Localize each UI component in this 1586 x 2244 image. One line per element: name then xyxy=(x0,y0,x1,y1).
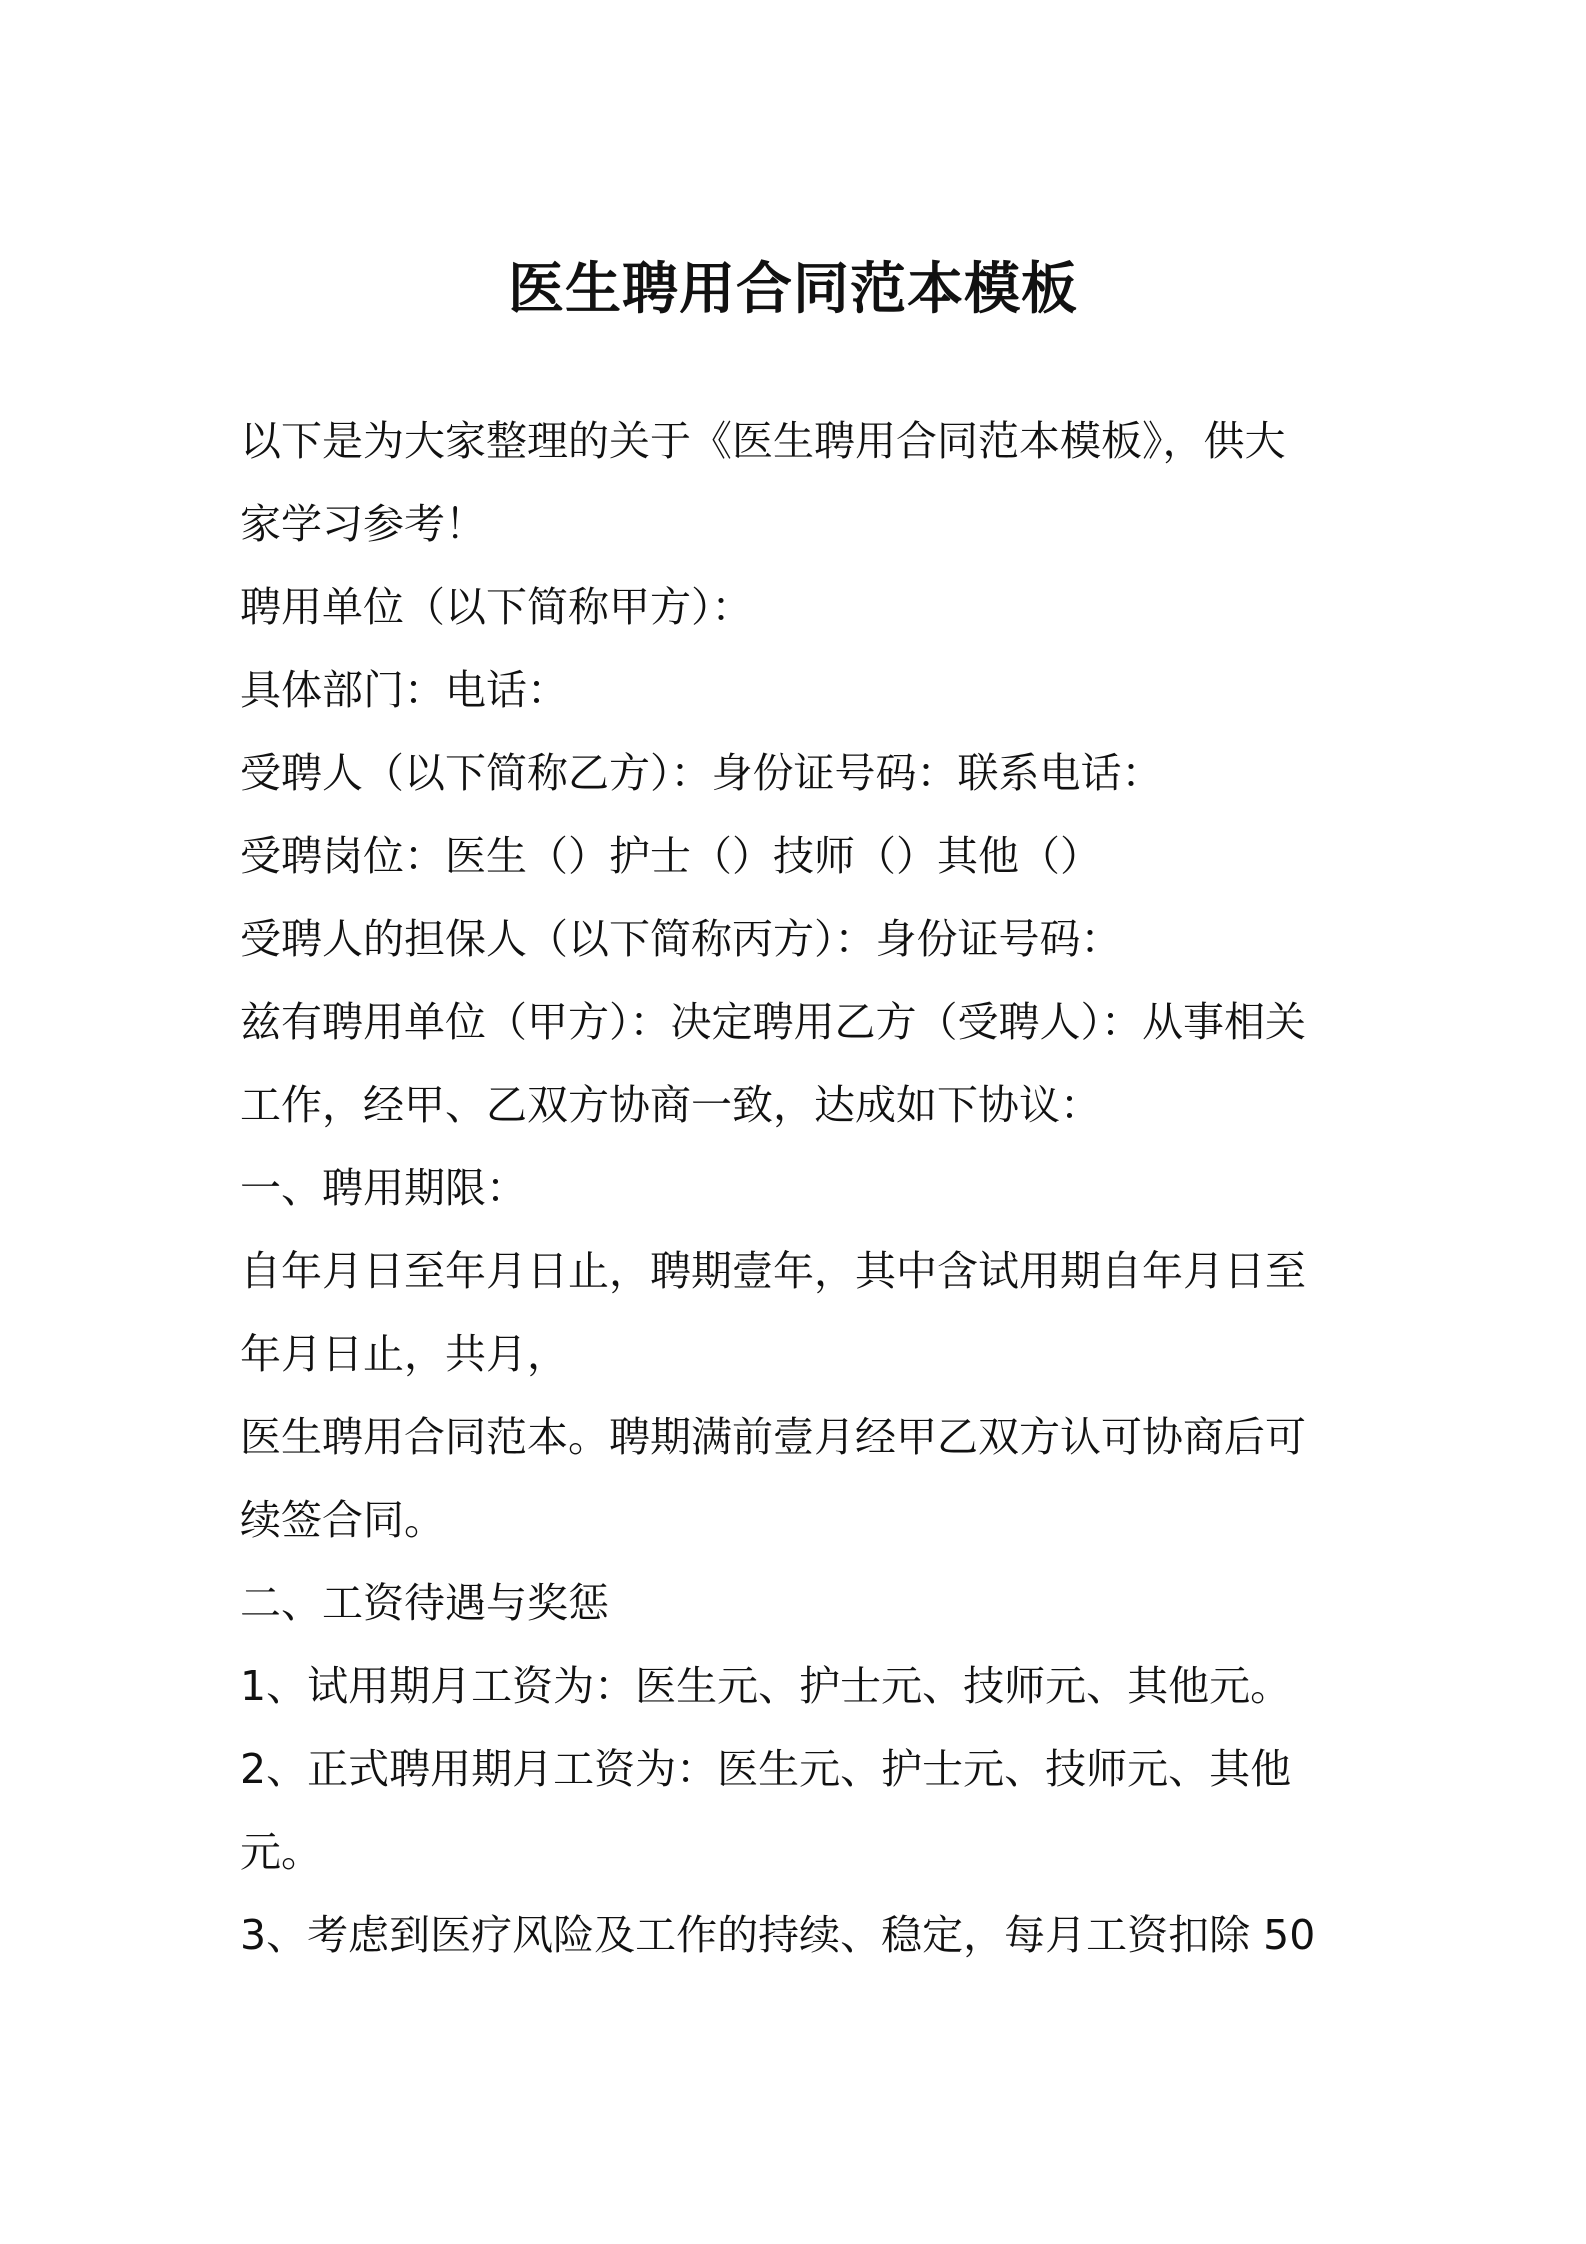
salary-item-1: 1、试用期月工资为：医生元、护士元、技师元、其他元。 xyxy=(240,1662,1292,1710)
term-line-2: 年月日止，共月， xyxy=(240,1330,568,1378)
guarantor-line: 受聘人的担保人（以下简称丙方）：身份证号码： xyxy=(240,915,1122,963)
term-line-1: 自年月日至年月日止，聘期壹年，其中含试用期自年月日至 xyxy=(240,1247,1306,1295)
salary-item-2-line-1: 2、正式聘用期月工资为：医生元、护士元、技师元、其他 xyxy=(240,1745,1292,1793)
agreement-line-1: 兹有聘用单位（甲方）：决定聘用乙方（受聘人）：从事相关 xyxy=(240,998,1306,1046)
employer-line: 聘用单位（以下简称甲方）： xyxy=(240,583,753,631)
section-heading-salary: 二、工资待遇与奖惩 xyxy=(240,1579,609,1627)
salary-item-3: 3、考虑到医疗风险及工作的持续、稳定，每月工资扣除 50 xyxy=(240,1911,1316,1959)
department-phone-line: 具体部门：电话： xyxy=(240,666,568,714)
renewal-line-1: 医生聘用合同范本。聘期满前壹月经甲乙双方认可协商后可 xyxy=(240,1413,1306,1461)
section-heading-term: 一、聘用期限： xyxy=(240,1164,527,1212)
agreement-line-2: 工作，经甲、乙双方协商一致，达成如下协议： xyxy=(240,1081,1101,1129)
salary-item-2-line-2: 元。 xyxy=(240,1828,322,1876)
document-body xyxy=(240,400,1360,1977)
intro-line-2: 家学习参考！ xyxy=(240,500,486,548)
position-line: 受聘岗位：医生（）护士（）技师（）其他（） xyxy=(240,832,1101,880)
intro-line-1: 以下是为大家整理的关于《医生聘用合同范本模板》，供大 xyxy=(240,417,1286,465)
employee-line: 受聘人（以下简称乙方）：身份证号码：联系电话： xyxy=(240,749,1163,797)
renewal-line-2: 续签合同。 xyxy=(240,1496,445,1544)
document-title: 医生聘用合同范本模板 xyxy=(508,257,1078,322)
